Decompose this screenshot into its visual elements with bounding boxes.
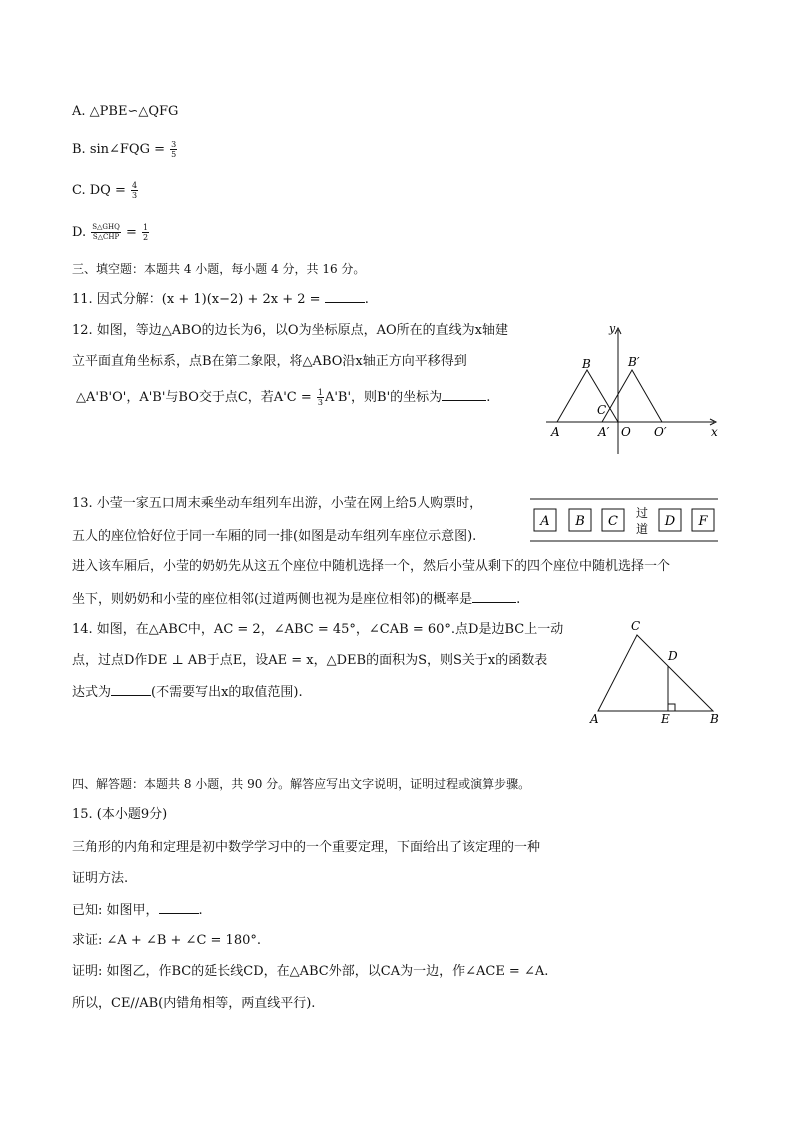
label-c: C [631,619,641,633]
q14-triangle-figure [585,615,725,727]
q13-line1: 13. 小莹一家五口周末乘坐动车组列车出游，小莹在网上给5人购票时， [72,496,483,511]
choice-b-prefix: B. sin∠FQG = [72,142,165,157]
label-o: O [621,425,631,439]
choice-c-den: 3 [132,191,138,200]
section4-heading: 四、解答题：本题共 8 小题，共 90 分。解答应写出文字说明，证明过程或演算步骤。 [72,777,531,791]
right-angle-mark [668,704,675,711]
q12-line1: 12. 如图，等边△ABO的边长为6，以O为坐标原点，AO所在的直线为x轴建 [72,323,508,338]
choice-d-rnum: 1 [143,223,149,232]
seat-d: D [664,514,676,529]
choice-d [72,223,150,242]
q13-line2: 五人的座位恰好位于同一车厢的同一排(如图是动车组列车座位示意图). [72,529,477,544]
q14-line3 [72,683,303,702]
label-ap: A′ [598,425,610,439]
label-b: B [710,712,719,726]
q13-end: . [516,592,521,607]
choice-c-prefix: C. DQ = [72,183,126,198]
choice-d-num: S△GHQ [92,223,120,231]
label-op: O′ [654,425,667,439]
label-d: D [668,649,678,663]
seat-c: C [608,514,618,529]
q11 [72,290,369,309]
q12-line3a: △A'B'O'，A'B'与BO交于点C，若A'C = [76,390,316,405]
q13-answer-blank [472,590,516,603]
triangle-abc [598,635,713,711]
seat-a: A [540,514,550,529]
label-bp: B′ [628,355,640,369]
q15-answer-blank [159,901,199,914]
q13-line4-text: 坐下，则奶奶和小莹的座位相邻(过道两侧也视为是座位相邻)的概率是 [72,592,473,607]
choice-d-den: S△CHP [92,233,120,241]
q14-line3b: (不需要写出x的取值范围). [151,685,303,700]
q14-line1: 14. 如图，在△ABC中，AC = 2，∠ABC = 45°，∠CAB = 60°.点D是边BC上一动 [72,622,564,637]
q12-answer-blank [442,388,486,401]
choice-d-prefix: D. [72,225,87,240]
q14-answer-blank [111,683,151,696]
label-a: A [590,712,599,726]
choice-d-rden: 2 [143,233,149,242]
q11-answer-blank [325,290,365,303]
q15-line6: 所以，CE//AB(内错角相等，两直线平行). [72,996,316,1011]
label-e: E [661,712,670,726]
q15-line2: 证明方法. [72,871,129,886]
q15-line5: 证明: 如图乙，作BC的延长线CD，在△ABC外部，以CA为一边，作∠ACE = ∠A. [72,964,549,979]
choice-c [72,181,139,200]
q12-end: . [486,390,491,405]
q12-fraction [317,388,324,407]
q12-frac-num: 1 [317,388,323,397]
choice-b-den: 5 [171,150,177,159]
q12-line2: 立平面直角坐标系，点B在第二象限，将△ABO沿x轴正方向平移得到 [72,354,467,369]
choice-b-fraction [170,140,177,159]
choice-c-fraction [131,181,138,200]
q12-frac-den: 3 [317,398,323,407]
q15-line4: 求证: ∠A + ∠B + ∠C = 180°. [72,933,261,948]
seat-f: F [698,514,708,529]
q14-line3a: 达式为 [72,685,112,700]
q11-end: . [364,292,369,307]
label-c: C [597,403,607,417]
q12-line3 [76,388,490,407]
aisle-label-top: 过 [635,506,649,520]
q15-line3b: . [198,903,203,918]
aisle-label-bottom: 道 [635,522,649,536]
choice-d-fraction [91,223,121,242]
q15-title: 15. (本小题9分) [72,807,168,822]
q15-line3a: 已知: 如图甲， [72,903,159,918]
choice-a: A. △PBE∽△QFG [72,104,179,119]
triangle-apbpop [602,370,662,422]
choice-b-num: 3 [171,140,177,149]
label-x: x [711,425,718,439]
choice-b [72,140,178,159]
label-a: A [551,425,560,439]
q12-coordinate-figure [540,318,730,458]
q15-line3 [72,901,203,920]
q15-line1: 三角形的内角和定理是初中数学学习中的一个重要定理，下面给出了该定理的一种 [72,840,541,855]
q12-line3b: A'B'，则B'的坐标为 [324,390,443,405]
seat-diagram [528,496,720,544]
choice-d-rfraction [142,223,149,242]
q13-line4 [72,590,520,609]
choice-d-eq: = [126,225,137,240]
q14-line2: 点，过点D作DE ⊥ AB于点E，设AE = x，△DEB的面积为S，则S关于x的函数表 [72,653,548,668]
label-b: B [582,357,591,371]
seat-b: B [575,514,585,529]
choice-c-num: 4 [132,181,138,190]
q11-text: 11. 因式分解：(x + 1)(x−2) + 2x + 2 = [72,292,325,307]
section3-heading: 三、填空题：本题共 4 小题，每小题 4 分，共 16 分。 [72,262,366,276]
triangle-abo [557,370,618,422]
label-y: y [609,322,616,335]
q13-line3: 进入该车厢后，小莹的奶奶先从这五个座位中随机选择一个，然后小莹从剩下的四个座位中随机选择一个 [72,559,671,574]
